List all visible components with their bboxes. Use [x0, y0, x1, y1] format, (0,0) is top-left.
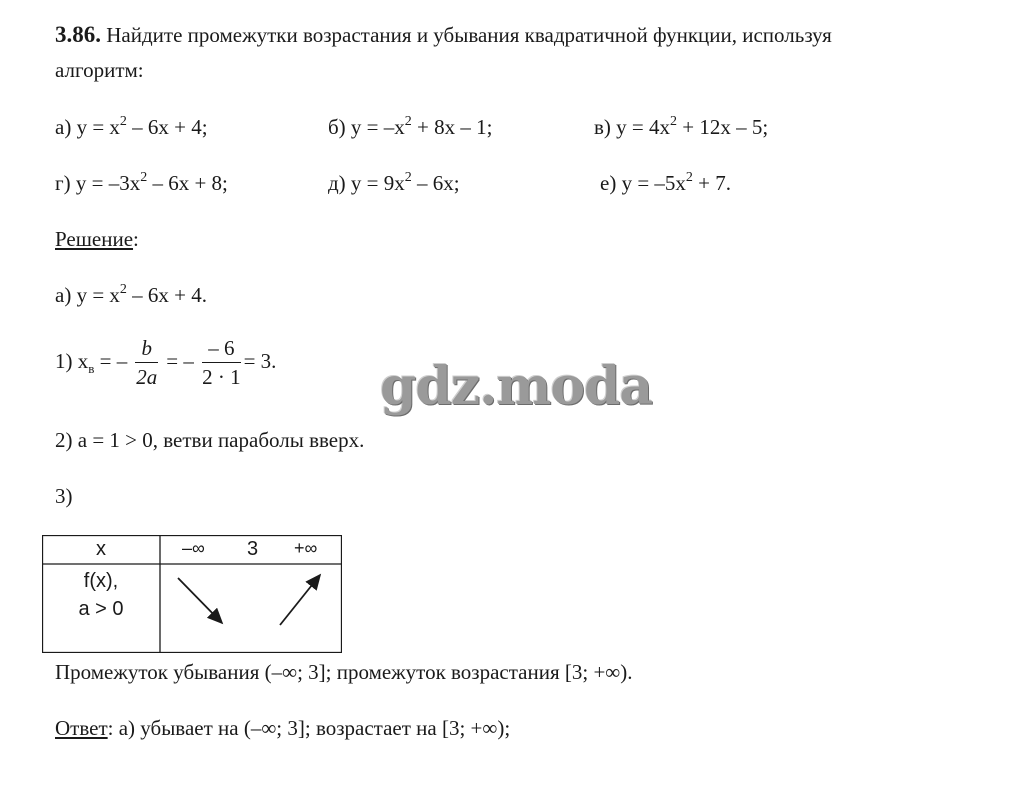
- item-a: а) $y = x^2 - 6x + 4$;: [55, 114, 208, 139]
- step-3: 3): [55, 484, 73, 508]
- decreasing-arrow: [178, 578, 222, 623]
- table-pos-inf: +∞: [294, 538, 318, 558]
- item-e: е) $y = -5x^2 + 7$.: [600, 170, 732, 195]
- fraction-minus6-over-2: $\frac{- 6}{2 \cdot 1}$: [202, 336, 241, 389]
- step-2: 2) a = 1 > 0, ветви параболы вверх.: [55, 428, 365, 452]
- step-1-vertex: 1) $x_в$ = – $\frac{b}{2a}$ = – $\frac{- 6}{2 \cdot 1}$ = 3.: [55, 336, 277, 389]
- table-header-x: x: [96, 538, 106, 560]
- problem-text-line1: Найдите промежутки возрастания и убывания квадратичной функции, используя: [106, 23, 832, 47]
- table-neg-inf: –∞: [182, 538, 205, 558]
- table-row-label-2: a > 0: [78, 598, 124, 620]
- table-vertex: 3: [247, 538, 259, 560]
- fraction-b-over-2a: $\frac{b}{2a}$: [136, 336, 158, 389]
- solution-part-a: а) $y = x^2 - 6x + 4$.: [55, 282, 208, 307]
- answer-text: : а) убывает на (–∞; 3]; возрастает на [3; +∞);: [107, 716, 511, 740]
- item-g: г) $y = -3x^2 - 6x + 8$;: [55, 170, 228, 195]
- intervals-summary: Промежуток убывания (–∞; 3]; промежуток возрастания [3; +∞).: [55, 660, 633, 684]
- watermark-logo: gdz.moda: [380, 356, 653, 417]
- problem-text-line2: алгоритм:: [55, 58, 144, 82]
- item-d: д) $y = 9x^2 - 6x$;: [328, 170, 460, 195]
- item-v: в) $y = 4x^2 + 12x - 5$;: [594, 114, 769, 139]
- table-row-label-1: f(x),: [83, 570, 119, 592]
- increasing-arrow: [280, 575, 320, 625]
- problem-number: 3.86.: [55, 22, 101, 47]
- monotonicity-table: [42, 535, 342, 653]
- answer-label: Ответ: [55, 716, 108, 740]
- solution-heading: Решение:: [55, 227, 139, 251]
- answer-line: [55, 716, 510, 741]
- problem-statement: [55, 22, 832, 48]
- item-b: б) $y = -x^2 + 8x - 1$;: [328, 114, 493, 139]
